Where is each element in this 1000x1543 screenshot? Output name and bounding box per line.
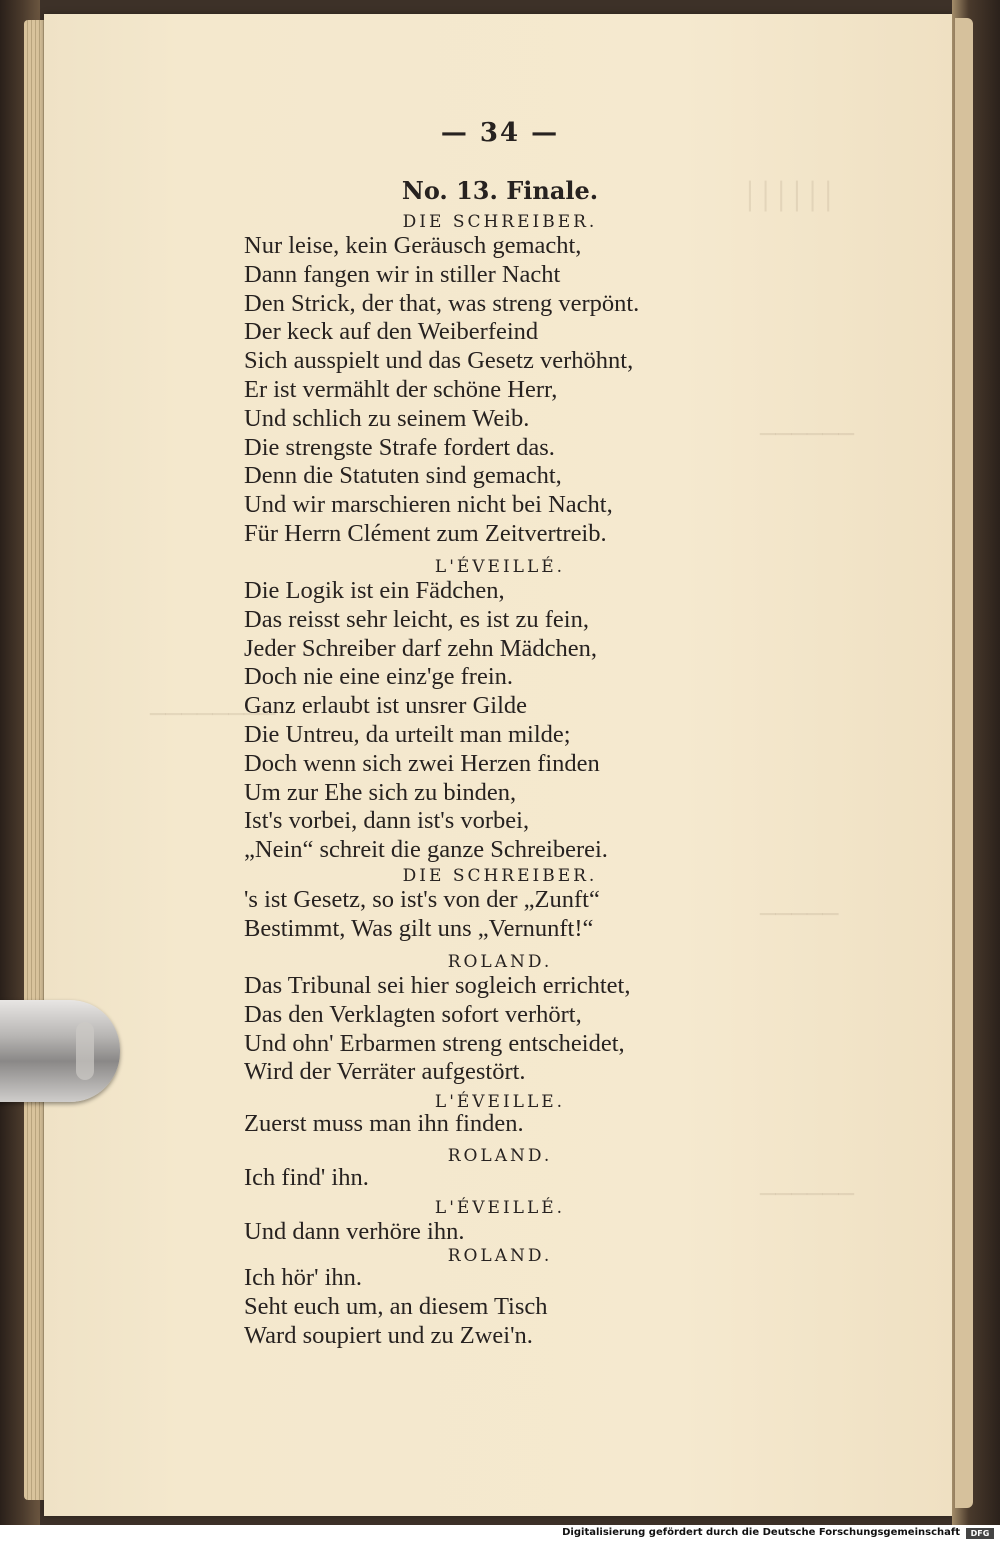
verse-line: Sich ausspielt und das Gesetz verhöhnt, — [244, 347, 634, 375]
speaker-name: L'ÉVEILLÉ. — [434, 557, 566, 577]
verse-line: Und wir marschieren nicht bei Nacht, — [244, 491, 613, 519]
verse-line: Um zur Ehe sich zu binden, — [244, 778, 517, 806]
speaker-name: ROLAND. — [447, 1146, 553, 1166]
verse-line: Nur leise, kein Geräusch gemacht, — [244, 232, 582, 259]
show-through: ────── — [760, 420, 854, 450]
section-heading: No. 13. Finale. — [401, 176, 599, 205]
speaker-name: ROLAND. — [447, 952, 553, 972]
verse-line: Die Untreu, da urteilt man milde; — [244, 721, 571, 748]
show-through: ───── — [760, 900, 839, 930]
verse-line: Das Tribunal sei hier sogleich errichtet, — [244, 972, 631, 999]
speaker-name: L'ÉVEILLE. — [434, 1092, 566, 1112]
verse-line: Den Strick, der that, was streng verpönt. — [244, 289, 640, 317]
verse-line: Und ohn' Erbarmen streng entscheidet, — [244, 1029, 625, 1057]
verse-line: Doch nie eine einz'ge frein. — [244, 663, 514, 691]
verse-line: Seht euch um, an diesem Tisch — [244, 1292, 548, 1320]
speaker-name: ROLAND. — [447, 1246, 553, 1266]
verse-line: Die strengste Strafe fordert das. — [244, 433, 555, 461]
speaker-name: DIE SCHREIBER. — [402, 212, 598, 232]
verse-line: Ist's vorbei, dann ist's vorbei, — [244, 807, 530, 835]
speaker-name: DIE SCHREIBER. — [402, 866, 598, 886]
dfg-credit: Digitalisierung gefördert durch die Deutsche Forschungsgemeinschaft — [562, 1527, 960, 1538]
verse-line: Bestimmt, Was gilt uns „Vernunft!“ — [244, 914, 594, 942]
verse-line: Zuerst muss man ihn finden. — [244, 1110, 524, 1137]
verse-line: Das den Verklagten sofort verhört, — [244, 1000, 582, 1028]
verse-line: Wird der Verräter aufgestört. — [244, 1058, 526, 1086]
verse-line: Ich find' ihn. — [244, 1164, 369, 1191]
page-number: — 34 — — [440, 118, 560, 148]
verse-line: Dann fangen wir in stiller Nacht — [244, 260, 561, 288]
facing-page-edge — [955, 18, 973, 1508]
speaker-name: L'ÉVEILLÉ. — [434, 1198, 566, 1218]
verse-line: „Nein“ schreit die ganze Schreiberei. — [244, 836, 608, 864]
verse-line: Und dann verhöre ihn. — [244, 1218, 465, 1245]
show-through: ──────── — [150, 700, 276, 730]
verse-line: Für Herrn Clément zum Zeitvertreib. — [244, 520, 607, 547]
verse-line: Das reisst sehr leicht, es ist zu fein, — [244, 605, 589, 633]
verse-line: Ganz erlaubt ist unsrer Gilde — [244, 692, 528, 720]
verse-line: Ward soupiert und zu Zwei'n. — [244, 1321, 533, 1349]
page-clip — [0, 1000, 120, 1102]
verse-line: 's ist Gesetz, so ist's von der „Zunft“ — [244, 886, 600, 913]
verse-line: Ich hör' ihn. — [244, 1264, 363, 1291]
digitization-footer — [0, 1525, 1000, 1543]
verse-line: Der keck auf den Weiberfeind — [244, 318, 539, 346]
verse-line: Jeder Schreiber darf zehn Mädchen, — [244, 634, 598, 662]
verse-line: Doch wenn sich zwei Herzen finden — [244, 749, 600, 777]
verse-line: Und schlich zu seinem Weib. — [244, 404, 530, 432]
verse-line: Er ist vermählt der schöne Herr, — [244, 376, 558, 403]
show-through: ────── — [760, 1180, 854, 1210]
dfg-logo: DFG — [966, 1528, 994, 1539]
verse-line: Die Logik ist ein Fädchen, — [244, 577, 505, 604]
show-through: ││││││ — [742, 182, 836, 212]
verse-line: Denn die Statuten sind gemacht, — [244, 462, 562, 490]
page-clip-highlight — [76, 1022, 94, 1080]
